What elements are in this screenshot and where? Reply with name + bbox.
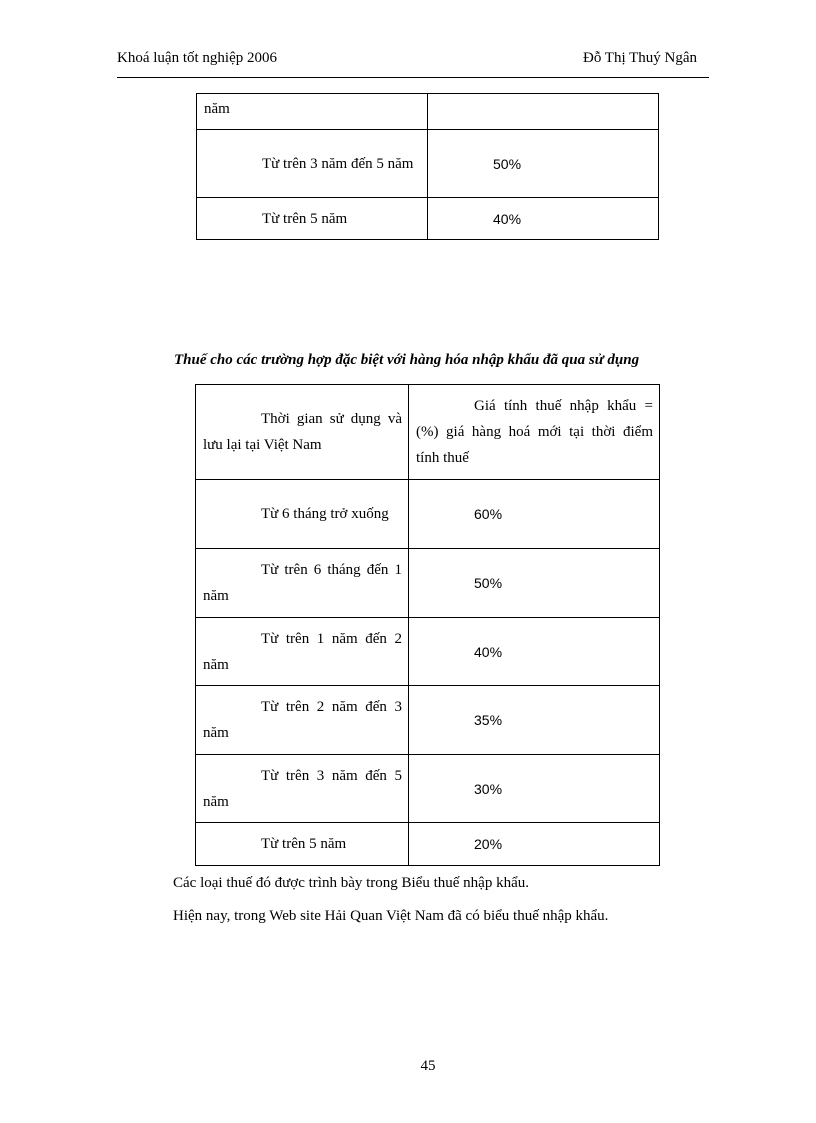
rate-cell: 35% [474,712,503,728]
rate-cell: 30% [474,780,503,797]
body-paragraph: Các loại thuế đó được trình bày trong Biểu thuế nhập khẩu. [173,875,529,891]
table-row [197,94,659,130]
rate-cell: 60% [474,506,503,522]
period-cell: Từ trên 3 năm đến 5 năm [203,767,402,810]
table-row [197,198,659,240]
table-row [197,130,659,198]
period-cell: Từ 6 tháng trở xuống [261,506,389,522]
table-row [196,823,660,866]
header-rate: Giá tính thuế nhập khẩu = (%) giá hàng hoá mới tại thời điểm tính thuế [416,398,653,466]
period-cell: Từ trên 5 năm [262,210,348,227]
table-row [196,480,660,549]
period-cell: năm [204,100,230,117]
header-divider [117,77,709,78]
rate-cell: 50% [493,155,522,172]
rate-cell: 40% [474,643,503,660]
period-cell: Từ trên 2 năm đến 3 năm [203,699,402,741]
header-period: Thời gian sử dụng và lưu lại tại Việt Nam [203,411,402,453]
table-header-row [196,385,660,480]
body-paragraph: Hiện nay, trong Web site Hải Quan Việt Nam đã có biểu thuế nhập khẩu. [173,908,609,924]
table-row [196,549,660,618]
rate-cell: 50% [474,575,503,591]
header-title: Khoá luận tốt nghiệp 2006 [117,50,277,66]
period-cell: Từ trên 6 tháng đến 1 năm [203,562,402,604]
used-goods-tax-table [195,384,660,866]
rate-cell: 20% [474,836,503,852]
table-row [196,686,660,755]
table-row [196,618,660,686]
table-row [196,755,660,823]
page-number: 45 [420,1058,436,1074]
period-cell: Từ trên 3 năm đến 5 năm [262,155,414,172]
period-cell: Từ trên 1 năm đến 2 năm [203,630,402,673]
header-author: Đỗ Thị Thuý Ngân [583,50,698,66]
table-caption: Thuế cho các trường hợp đặc biệt với hàng hóa nhập khẩu đã qua sử dụng [174,352,640,368]
rate-cell: 40% [493,210,522,227]
period-cell: Từ trên 5 năm [261,836,347,852]
depreciation-table-continued [196,93,659,240]
